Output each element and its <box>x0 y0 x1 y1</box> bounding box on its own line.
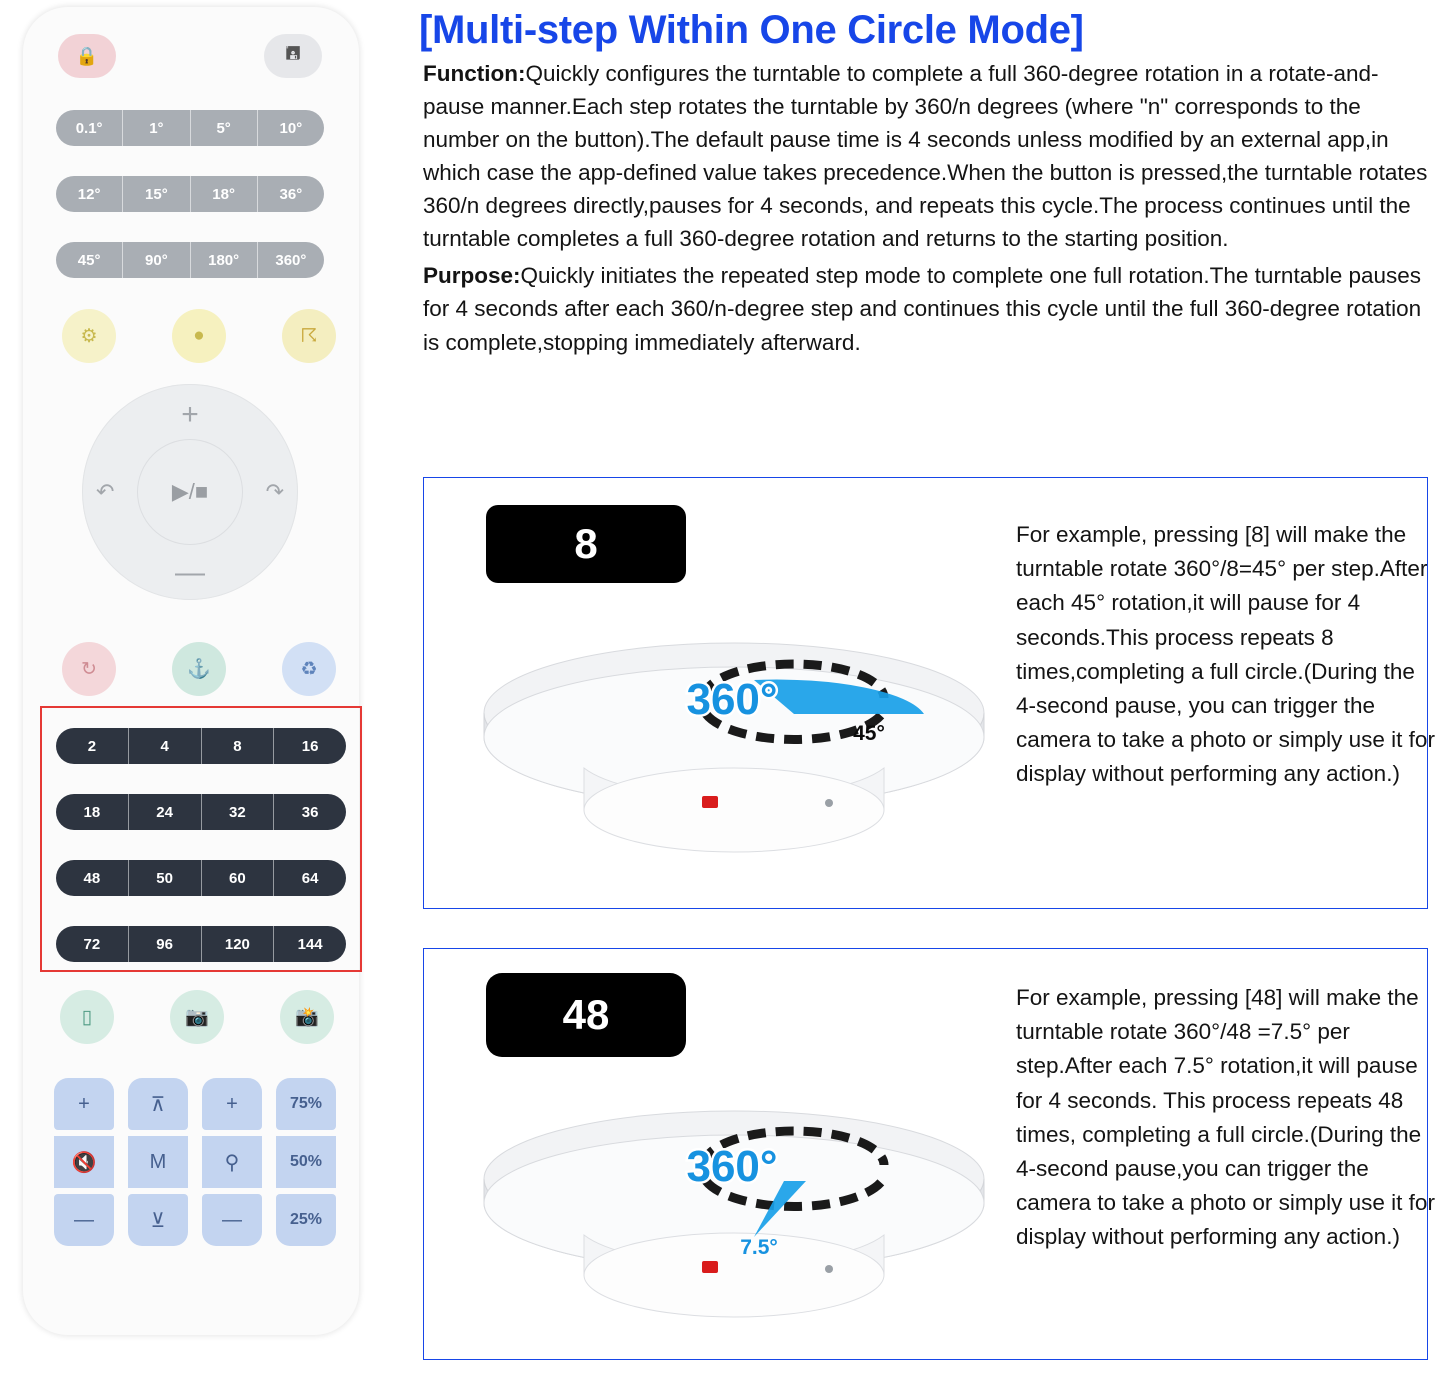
focus-icon: ▯ <box>81 1006 93 1028</box>
purpose-text: Quickly initiates the repeated step mode to complete one full rotation.The turntable pauses for 4 seconds after each 360/n-degree step and continues this cycle until the full 360-degree rotation is complete,stopping immediately afterward. <box>423 263 1422 355</box>
multi-step-number-group <box>40 706 362 972</box>
dpad-down-button[interactable]: — <box>175 556 205 589</box>
number-button[interactable]: 144 <box>297 935 323 953</box>
number-button[interactable]: 4 <box>129 728 202 764</box>
angle-button[interactable]: 1° <box>123 110 190 146</box>
purpose-paragraph <box>405 255 1445 358</box>
dial-label-1: 360° <box>686 675 778 724</box>
number-button[interactable]: 24 <box>129 794 202 830</box>
angle-button[interactable]: 18° <box>191 176 258 212</box>
angle-button[interactable]: 45° <box>56 242 123 278</box>
save-button[interactable] <box>264 34 322 78</box>
photo-scan-icon: 📸 <box>295 1007 319 1028</box>
dpad-up-button[interactable]: + <box>181 398 199 431</box>
number-button[interactable]: 48 <box>56 860 129 896</box>
angle-row-1[interactable] <box>56 110 324 146</box>
angle-label-2: 7.5° <box>740 1236 778 1259</box>
mode-button[interactable]: M <box>128 1136 188 1188</box>
light-button[interactable] <box>172 309 226 363</box>
floppy-icon: 🖪 <box>285 43 301 63</box>
dial-label-2: 360° <box>686 1142 778 1191</box>
number-row-4[interactable] <box>56 926 346 962</box>
light-mode-icon: ☈ <box>300 325 318 347</box>
angle-row-3[interactable] <box>56 242 324 278</box>
bottom-column-1 <box>54 1078 114 1252</box>
photo-scan-button[interactable] <box>280 990 334 1044</box>
camera-icon: 📷 <box>185 1007 209 1028</box>
purpose-label: Purpose: <box>423 263 521 289</box>
number-button[interactable]: 50 <box>129 860 202 896</box>
mute-button[interactable]: 🔇 <box>54 1136 114 1188</box>
example-box-1 <box>423 477 1435 909</box>
number-button[interactable]: 72 <box>56 926 129 962</box>
bottom-column-4 <box>276 1078 336 1252</box>
document-panel <box>405 0 1445 1380</box>
reverse-button[interactable] <box>62 642 116 696</box>
example-text-1: For example, pressing [8] will make the turntable rotate 360°/8=45° per step.After each 45° rotation,it will pause for 4 seconds.This process repeats 8 times,completing a full circle.(During the 4-second pause, you can trigger the camera to take a photo or simply use it for display without performing any action.) <box>1016 522 1435 787</box>
lamp-button[interactable]: ⚲ <box>202 1136 262 1188</box>
dpad[interactable] <box>82 384 298 600</box>
dpad-right-button[interactable]: ↷ <box>265 479 284 504</box>
number-button[interactable]: 2 <box>56 728 129 764</box>
angle-button[interactable]: 180° <box>191 242 258 278</box>
dpad-left-button[interactable]: ↶ <box>96 479 115 504</box>
number-button[interactable]: 16 <box>301 737 319 755</box>
function-label: Function: <box>423 61 526 86</box>
remote-body <box>22 6 360 1336</box>
anchor-icon: ⚓ <box>187 659 211 680</box>
angle-button[interactable]: 10° <box>279 119 303 137</box>
remote-illustration <box>0 0 400 1380</box>
number-button[interactable]: 32 <box>202 794 275 830</box>
example-text-2: For example, pressing [48] will make the turntable rotate 360°/48 =7.5° per step.After each 7.5° rotation,it will pause for 4 seconds. This process repeats 48 times, completing a full circle.(During the 4-second pause,you can trigger the camera to take a photo or simply use it for display without performing any action.) <box>1016 985 1435 1250</box>
speed-up-button[interactable]: + <box>54 1078 114 1130</box>
angle-row-2[interactable] <box>56 176 324 212</box>
remote-top-row <box>22 34 360 84</box>
bottom-column-2 <box>128 1078 188 1252</box>
angle-button[interactable]: 5° <box>191 110 258 146</box>
angle-button[interactable]: 90° <box>123 242 190 278</box>
reverse-icon: ↻ <box>81 658 97 680</box>
play-stop-button[interactable]: ▶/■ <box>137 439 243 545</box>
bottom-limit-button[interactable]: ⊻ <box>128 1194 188 1246</box>
lock-icon: 🔒 <box>75 45 99 66</box>
light-icon: ● <box>193 325 205 346</box>
anchor-button[interactable] <box>172 642 226 696</box>
number-button[interactable]: 18 <box>56 794 129 830</box>
number-button[interactable]: 64 <box>301 869 319 887</box>
number-button[interactable]: 36 <box>301 803 319 821</box>
angle-button[interactable]: 360° <box>275 251 307 269</box>
speed-down-button[interactable]: — <box>54 1194 114 1246</box>
percent-25-button[interactable]: 25% <box>276 1194 336 1246</box>
example-badge: 8 <box>486 505 686 583</box>
angle-label-1: 45° <box>853 722 885 745</box>
function-paragraph <box>405 53 1445 255</box>
top-limit-button[interactable]: ⊼ <box>128 1078 188 1130</box>
number-button[interactable]: 60 <box>202 860 275 896</box>
cycle-button[interactable] <box>282 642 336 696</box>
number-row-3[interactable] <box>56 860 346 896</box>
angle-button[interactable]: 0.1° <box>56 110 123 146</box>
number-button[interactable]: 8 <box>202 728 275 764</box>
brightness-up-button[interactable]: + <box>202 1078 262 1130</box>
camera-button[interactable] <box>170 990 224 1044</box>
lock-button[interactable] <box>58 34 116 78</box>
angle-button[interactable]: 36° <box>279 185 303 203</box>
light-down-button[interactable] <box>62 309 116 363</box>
percent-75-button[interactable]: 75% <box>276 1078 336 1130</box>
number-row-2[interactable] <box>56 794 346 830</box>
percent-50-button[interactable]: 50% <box>276 1136 336 1188</box>
focus-button[interactable] <box>60 990 114 1044</box>
brightness-down-button[interactable]: — <box>202 1194 262 1246</box>
number-row-1[interactable] <box>56 728 346 764</box>
page-title: [Multi-step Within One Circle Mode] <box>419 8 1084 52</box>
bottom-column-3 <box>202 1078 262 1252</box>
example-badge: 48 <box>486 973 686 1057</box>
number-button[interactable]: 120 <box>202 926 275 962</box>
number-button[interactable]: 96 <box>129 926 202 962</box>
example-box-2 <box>423 948 1435 1360</box>
angle-button[interactable]: 15° <box>123 176 190 212</box>
cycle-icon: ♻ <box>300 658 318 680</box>
light-down-icon: ⚙ <box>80 325 98 347</box>
turntable-illustration-1 <box>454 618 1014 878</box>
turntable-illustration-2 <box>454 1089 1014 1339</box>
light-mode-button[interactable] <box>282 309 336 363</box>
function-text: Quickly configures the turntable to complete a full 360-degree rotation in a rotate-and-pause manner.Each step rotates the turntable by 360/n degrees (where "n" corresponds to the number on the button).The default pause time is 4 seconds unless modified by an external app,in which case the app-defined value takes precedence.When the button is pressed,the turntable rotates 360/n degrees directly,pauses for 4 seconds, and repeats this cycle.The process continues until the turntable completes a full 360-degree rotation and returns to the starting position. <box>423 61 1428 252</box>
angle-button[interactable]: 12° <box>56 176 123 212</box>
